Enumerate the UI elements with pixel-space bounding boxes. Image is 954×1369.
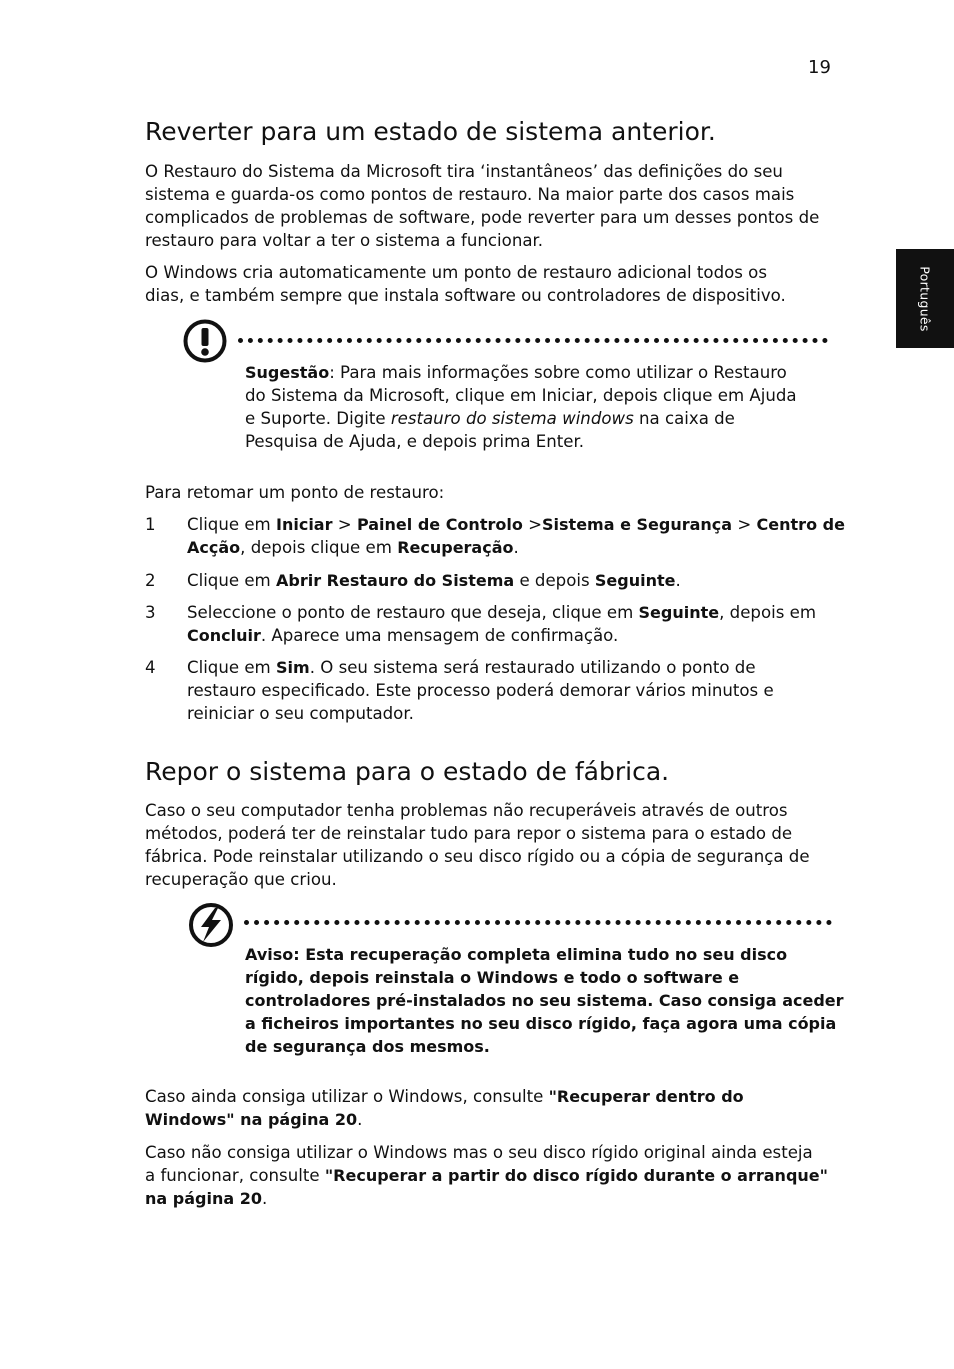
link-recover-from-hard-drive-page[interactable]: na página 20: [145, 1189, 262, 1208]
section1-paragraph-1: O Restauro do Sistema da Microsoft tira ‘instantâneos’ das definições do seu sistema e guarda-os como pontos de restauro. Na maior parte dos casos mais complicados de problemas de software, pode reverter para um desses pontos de restauro para voltar a ter o sistema a funcionar.: [145, 162, 820, 250]
link-recover-within-windows[interactable]: "Recuperar dentro do: [548, 1087, 744, 1106]
restore-intro: Para retomar um ponto de restauro:: [145, 483, 445, 502]
tip-divider: [238, 338, 828, 343]
tip-text: Sugestão: Para mais informações sobre como utilizar o Restauro do Sistema da Microsoft, clique em Iniciar, depois clique em Ajuda e Suporte. Digite restauro do sistema windows na caixa de Pesquisa de Ajuda, e depois prima Enter.: [245, 363, 797, 451]
tip-label: Sugestão: [245, 363, 330, 382]
section-title-factory-reset: Repor o sistema para o estado de fábrica.: [145, 757, 670, 786]
step-text-3: Seleccione o ponto de restauro que deseja, clique em Seguinte, depois em Concluir. Aparece uma mensagem de confirmação.: [187, 603, 817, 645]
step-number-2: 2: [145, 571, 156, 590]
side-tab-label: Português: [917, 265, 933, 332]
section-title-restore-point: Reverter para um estado de sistema anterior.: [145, 117, 716, 146]
step-text-4: Clique em Sim. O seu sistema será restaurado utilizando o ponto de restauro especificado. Este processo poderá demorar vários minutos e reiniciar o seu computador.: [187, 658, 774, 723]
warning-text: Aviso: Esta recuperação completa elimina tudo no seu disco rígido, depois reinstala o Windows e todo o software e controladores pré-instalados no seu sistema. Caso consiga aceder a ficheiros importantes no seu disco rígido, faça agora uma cópia de segurança dos mesmos.: [245, 945, 844, 1056]
warning-divider: [244, 920, 832, 925]
section1-paragraph-2: O Windows cria automaticamente um ponto de restauro adicional todos os dias, e também sempre que instala software ou controladores de dispositivo.: [145, 263, 786, 305]
step-number-3: 3: [145, 603, 156, 622]
exclamation-icon: [182, 318, 228, 364]
language-side-tab: [896, 249, 954, 348]
link-recover-within-windows-cont[interactable]: Windows" na página 20: [145, 1110, 358, 1129]
final-paragraph-2: Caso não consiga utilizar o Windows mas o seu disco rígido original ainda esteja a funcionar, consulte "Recuperar a partir do disco rígido durante o arranque" na página 20.: [145, 1143, 828, 1208]
step-number-4: 4: [145, 658, 156, 677]
final-paragraph-1: Caso ainda consiga utilizar o Windows, consulte "Recuperar dentro do Windows" na página 20.: [145, 1087, 744, 1129]
link-recover-from-hard-drive[interactable]: "Recuperar a partir do disco rígido durante o arranque": [324, 1166, 828, 1185]
page-number: 19: [808, 57, 831, 78]
section2-paragraph-1: Caso o seu computador tenha problemas não recuperáveis através de outros métodos, poderá ter de reinstalar tudo para repor o sistema para o estado de fábrica. Pode reinstalar utilizando o seu disco rígido ou a cópia de segurança de recuperação que criou.: [145, 801, 810, 889]
step-text-2: Clique em Abrir Restauro do Sistema e depois Seguinte.: [187, 571, 681, 590]
step-text-1: Clique em Iniciar > Painel de Controlo >Sistema e Segurança > Centro de Acção, depois clique em Recuperação.: [187, 515, 845, 557]
lightning-icon: [187, 901, 235, 949]
step-number-1: 1: [145, 515, 156, 534]
